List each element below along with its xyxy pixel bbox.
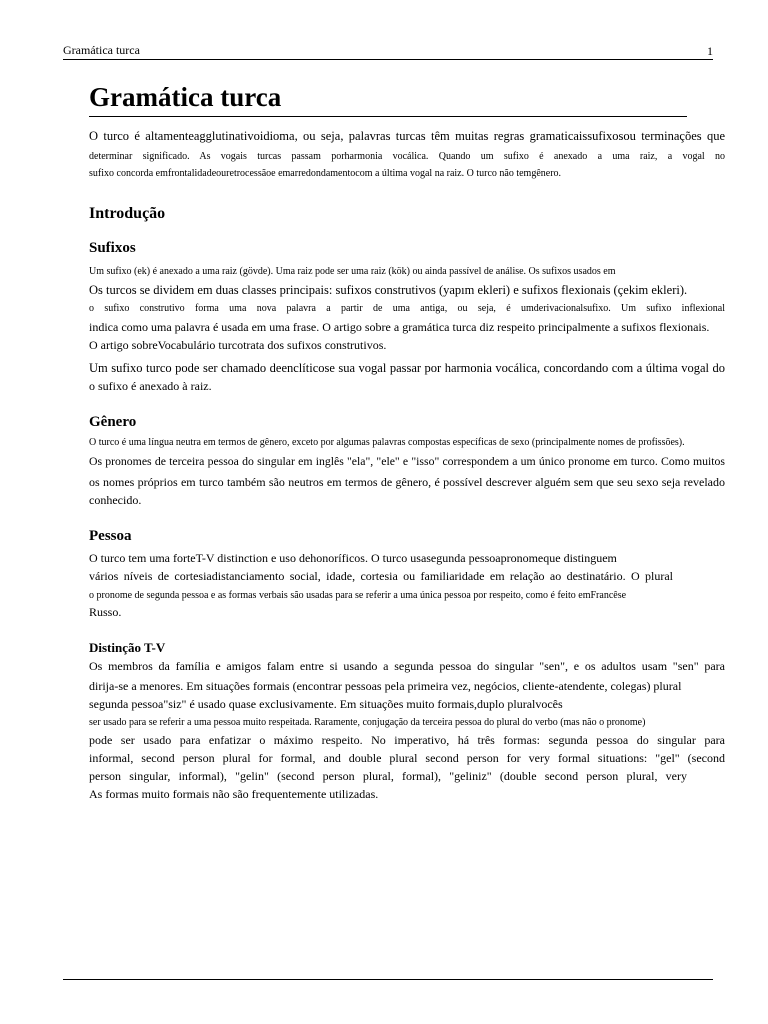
footer-rule: [63, 979, 713, 980]
section-heading-introducao: Introdução: [89, 205, 166, 222]
document-body: [89, 80, 725, 801]
sufixos-line-1: Um sufixo (ek) é anexado a uma raiz (gövde). Uma raiz pode ser uma raiz (kök) ou ainda passível de análise. Os sufixos usados em: [89, 266, 616, 277]
sufixos-line-2: Os turcos se dividem em duas classes principais: sufixos construtivos (yapım ekleri) e sufixos flexionais (çekim ekleri).: [89, 283, 688, 297]
distincao-line-5: pode ser usado para enfatizar o máximo respeito. No imperativo, há três formas: segunda pessoa do singular para: [89, 733, 725, 747]
pessoa-line-4: Russo.: [89, 605, 122, 619]
sufixos-line-5: O artigo sobreVocabulário turcotrata dos sufixos construtivos.: [89, 338, 387, 352]
distincao-line-1: Os membros da família e amigos falam entre si usando a segunda pessoa do singular "sen", e os adultos usam "sen" para: [89, 659, 725, 673]
genero-line-3: os nomes próprios em turco também são neutros em termos de gênero, é possível descrever alguém sem que seu sexo seja revelado: [89, 475, 725, 489]
distincao-line-3: segunda pessoa"siz" é usado quase exclusivamente. Em situações muito formais,duplo pluralvocês: [89, 697, 563, 711]
intro-line-3: sufixo concorda emfrontalidadeouretrocessãoe emarredondamentocom a última vogal na raiz. O turco não temgênero.: [89, 168, 562, 179]
subsection-heading-distincao-tv: Distinção T-V: [89, 640, 166, 655]
distincao-line-8: As formas muito formais não são frequentemente utilizadas.: [89, 787, 379, 801]
genero-line-4: conhecido.: [89, 493, 142, 507]
distincao-line-4: ser usado para se referir a uma pessoa muito respeitada. Raramente, conjugação da terceira pessoa do plural do verbo (mas não o pronome): [89, 717, 646, 728]
sufixos-line-7: o sufixo é anexado à raiz.: [89, 379, 212, 393]
genero-line-1: O turco é uma língua neutra em termos de gênero, exceto por algumas palavras compostas específicas de sexo (principalmente nomes de profissões).: [89, 437, 685, 448]
subsection-heading-pessoa: Pessoa: [89, 528, 132, 544]
distincao-line-6: informal, second person plural for formal, and double plural second person for very formal situations: "gel" (second: [89, 751, 725, 765]
intro-line-1: O turco é altamenteagglutinativoidioma, ou seja, palavras turcas têm muitas regras gramaticaissufixosou terminações que: [89, 129, 725, 143]
running-header: [63, 43, 713, 60]
running-header-title: Gramática turca: [63, 43, 140, 57]
sufixos-line-6: Um sufixo turco pode ser chamado deenclíticose sua vogal passar por harmonia vocálica, concordando com a última vogal do: [89, 361, 725, 375]
distincao-line-2: dirija-se a menores. Em situações formais (encontrar pessoas pela primeira vez, negócios, cliente-atendente, colegas) plural: [89, 679, 682, 693]
subsection-heading-genero: Gênero: [89, 414, 137, 430]
pessoa-line-3: o pronome de segunda pessoa e as formas verbais são usadas para se referir a uma única pessoa por respeito, como é feito emFrancêse: [89, 590, 627, 601]
document-title: Gramática turca: [89, 80, 687, 117]
distincao-line-7: person singular, informal), "gelin" (second person plural, formal), "geliniz" (double second person plural, very: [89, 769, 687, 783]
page-number: 1: [707, 44, 713, 58]
pessoa-line-2: vários níveis de cortesiadistanciamento social, idade, cortesia ou familiaridade em relação ao destinatário. O plural: [89, 569, 673, 583]
pessoa-line-1: O turco tem uma forteT-V distinction e uso dehonoríficos. O turco usasegunda pessoapronomeque distinguem: [89, 551, 617, 565]
sufixos-line-3: o sufixo construtivo forma uma nova palavra a partir de uma antiga, ou seja, é umderivacionalsufixo. Um sufixo inflexional: [89, 303, 725, 314]
genero-line-2: Os pronomes de terceira pessoa do singular em inglês "ela", "ele" e "isso" correspondem a um único pronome em turco. Como muitos: [89, 455, 725, 468]
subsection-heading-sufixos: Sufixos: [89, 240, 136, 256]
intro-line-2: determinar significado. As vogais turcas passam porharmonia vocálica. Quando um sufixo é anexado a uma raiz, a vogal no: [89, 151, 725, 162]
sufixos-line-4: indica como uma palavra é usada em uma frase. O artigo sobre a gramática turca diz respeito principalmente a sufixos flexionais.: [89, 320, 710, 334]
